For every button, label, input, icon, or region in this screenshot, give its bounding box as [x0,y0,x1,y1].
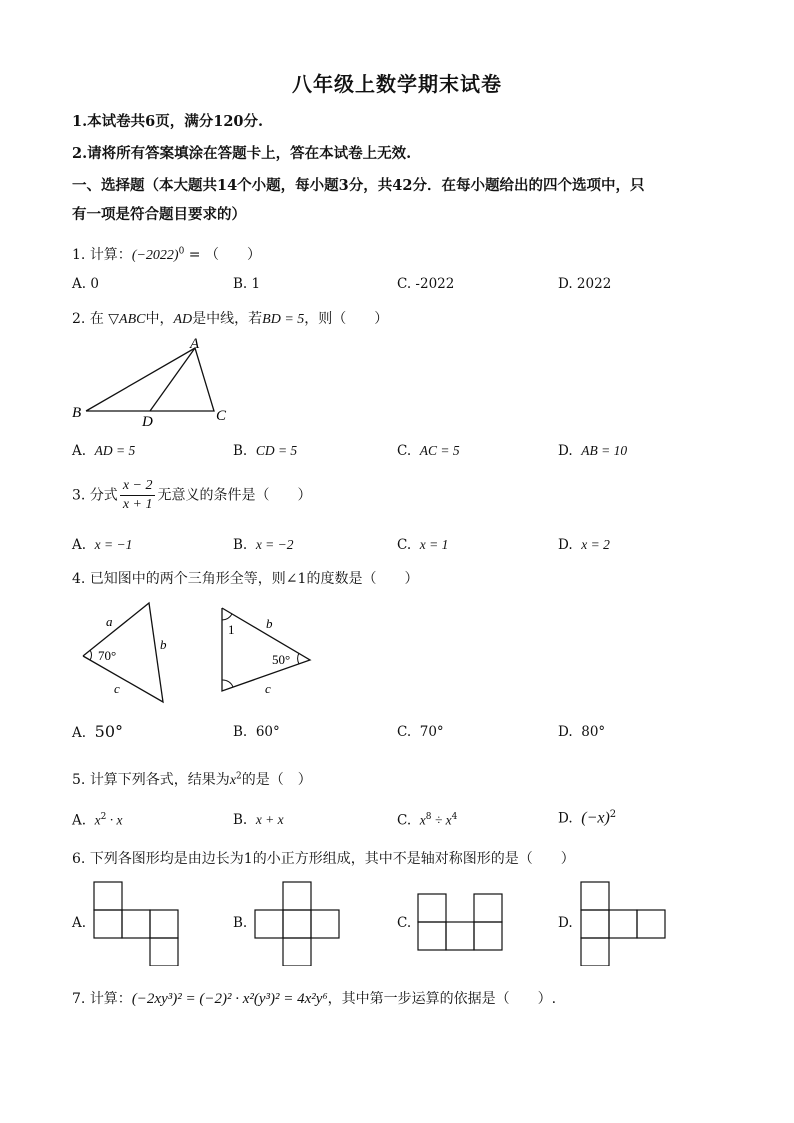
q5-option-a[interactable] [72,812,123,829]
q2-number: 2. [72,311,86,327]
q2-b-letter: B. [233,443,248,459]
q4-option-a[interactable] [72,722,123,741]
q4-d-letter: D. [558,724,573,740]
q5-option-d[interactable] [558,809,616,828]
label-c: C [216,408,227,424]
q3-b-letter: B. [233,537,248,553]
section-heading-line1: 一、选择题（本大题共14个小题，每小题3分，共42分．在每小题给出的四个选项中，只 [72,177,645,194]
q3-option-b[interactable] [233,537,294,553]
q3-a-expr: x = −1 [94,537,133,552]
q3-number: 3. [72,487,86,504]
q2-a-expr: AD = 5 [94,443,136,458]
q4-option-c[interactable] [397,724,444,740]
q4-b-expr: 60° [255,724,280,740]
q2-ad: AD [173,312,193,327]
question-1 [72,244,261,264]
q2-d-letter: D. [558,443,573,459]
q4-triangle-right [214,598,324,698]
q2-option-b[interactable] [233,443,297,459]
question-4 [72,568,418,588]
q5-c-base: x [419,812,426,828]
question-5 [72,769,312,789]
q7-suffix: ，其中第一步运算的依据是（ ）. [327,991,557,1007]
q6-option-d-label[interactable]: D. [558,915,573,931]
q4-b-letter: B. [233,724,248,740]
question-3 [72,478,311,513]
q2-c-letter: C. [397,443,412,459]
q4-c-letter: C. [397,724,412,740]
fig1-c: c [114,681,120,696]
q5-x: x [229,773,237,788]
q1-option-c[interactable]: C. -2022 [397,276,455,292]
q1-option-b[interactable]: B. 1 [233,276,261,292]
q6-option-b-label[interactable]: B. [233,915,248,931]
q6-figure-a[interactable] [92,880,182,966]
page-title: 八年级上数学期末试卷 [292,72,502,96]
q2-b-expr: CD = 5 [255,443,298,458]
q4-d-expr: 80° [581,724,606,740]
label-d: D [142,414,153,430]
fig2-angle: 50° [272,652,291,667]
q4-a-letter: A. [72,725,87,741]
q3-option-c[interactable] [397,537,448,553]
q5-b-base: x + x [255,812,284,827]
q2-text-d: ，则（ ） [304,311,389,327]
q5-d-base: (−x) [581,809,610,827]
q7-number: 7. [72,991,86,1007]
q2-option-a[interactable] [72,443,135,459]
note-2: 2.请将所有答案填涂在答题卡上，答在本试卷上无效. [72,145,412,162]
q2-bd: BD = 5 [262,312,305,327]
q3-c-expr: x = 1 [419,537,449,552]
q4-number: 4. [72,571,86,587]
q3-option-a[interactable] [72,537,132,553]
section-heading-line2: 有一项是符合题目要求的） [72,206,246,223]
q3-option-d[interactable] [558,537,610,553]
q2-triangle-figure [68,336,238,432]
q5-a-letter: A. [72,812,87,829]
q6-text: 下列各图形均是由边长为1的小正方形组成，其中不是轴对称图形的是（ ） [89,851,575,867]
q6-figure-c[interactable] [416,892,506,952]
q1-prefix: 计算： [89,247,132,263]
q3-denominator: x + 1 [122,497,153,512]
q1-number: 1. [72,247,86,263]
q1-option-a[interactable]: A. 0 [72,276,99,292]
q6-number: 6. [72,851,86,867]
fig1-a: a [106,614,113,629]
q4-c-expr: 70° [419,724,444,740]
fig1-b: b [160,637,167,652]
q3-suffix: 无意义的条件是（ ） [157,487,312,504]
q1-suffix: = （ ） [184,247,261,263]
q5-c-sup: 8 [425,812,432,822]
q2-a-letter: A. [72,443,87,459]
label-a: A [190,336,200,352]
q3-fraction [120,478,156,513]
q5-a-rest: · x [106,812,123,828]
q5-d-sup: 2 [609,809,617,820]
fig2-b: b [266,616,273,631]
q3-d-letter: D. [558,537,573,553]
q5-d-letter: D. [558,810,573,827]
q5-a-base: x [94,812,101,828]
q4-text: 已知图中的两个三角形全等，则∠1的度数是（ ） [89,571,419,587]
q1-option-d[interactable]: D. 2022 [558,276,612,292]
q3-c-letter: C. [397,537,412,553]
question-2 [72,308,388,328]
q2-option-d[interactable] [558,443,627,459]
question-6 [72,848,575,868]
q2-d-expr: AB = 10 [581,443,628,458]
q3-numerator: x − 2 [120,478,156,496]
q2-triangle: ▽ABC [108,312,146,327]
q6-figure-b[interactable] [253,880,343,966]
q5-a-sup: 2 [100,812,107,822]
q3-a-letter: A. [72,537,87,553]
label-b: B [72,405,82,421]
q5-sup: 2 [236,771,242,782]
q2-text-a: 在 [89,311,104,327]
q1-exponent: 0 [178,246,185,257]
q4-option-b[interactable] [233,724,280,740]
q6-option-a-label[interactable]: A. [72,915,87,931]
fig2-angle-1: 1 [228,622,235,637]
q1-expression: (−2022) [131,248,179,263]
q7-prefix: 计算： [89,991,132,1007]
q7-expression: (−2xy³)² = (−2)² · x²(y³)² = 4x²y⁶ [131,991,328,1007]
q4-a-expr: 50° [94,722,123,741]
q5-text-a: 计算下列各式，结果为 [89,772,230,788]
q5-c-letter: C. [397,812,412,829]
q6-figure-d[interactable] [579,880,669,966]
q3-d-expr: x = 2 [581,537,610,552]
q5-c-sup2: 4 [451,812,458,822]
q3-prefix: 分式 [89,487,118,504]
q5-text-b: 的是（ ） [241,772,312,788]
q5-number: 5. [72,772,86,788]
q4-option-d[interactable] [558,724,605,740]
q5-option-c[interactable] [397,812,457,829]
q5-c-rest: ÷ x [431,812,452,828]
q5-option-b[interactable] [233,812,284,828]
fig2-c: c [265,681,271,696]
q2-text-b: 中， [145,311,174,327]
fig1-angle: 70° [98,648,117,663]
q2-c-expr: AC = 5 [419,443,460,458]
q2-option-c[interactable] [397,443,460,459]
q4-triangle-left [76,598,186,710]
q6-option-c-label[interactable]: C. [397,915,412,931]
q3-b-expr: x = −2 [255,537,294,552]
note-1: 1.本试卷共6页，满分120分. [72,113,264,130]
question-7 [72,988,556,1008]
q2-text-c: 是中线，若 [192,311,263,327]
q5-b-letter: B. [233,812,248,828]
